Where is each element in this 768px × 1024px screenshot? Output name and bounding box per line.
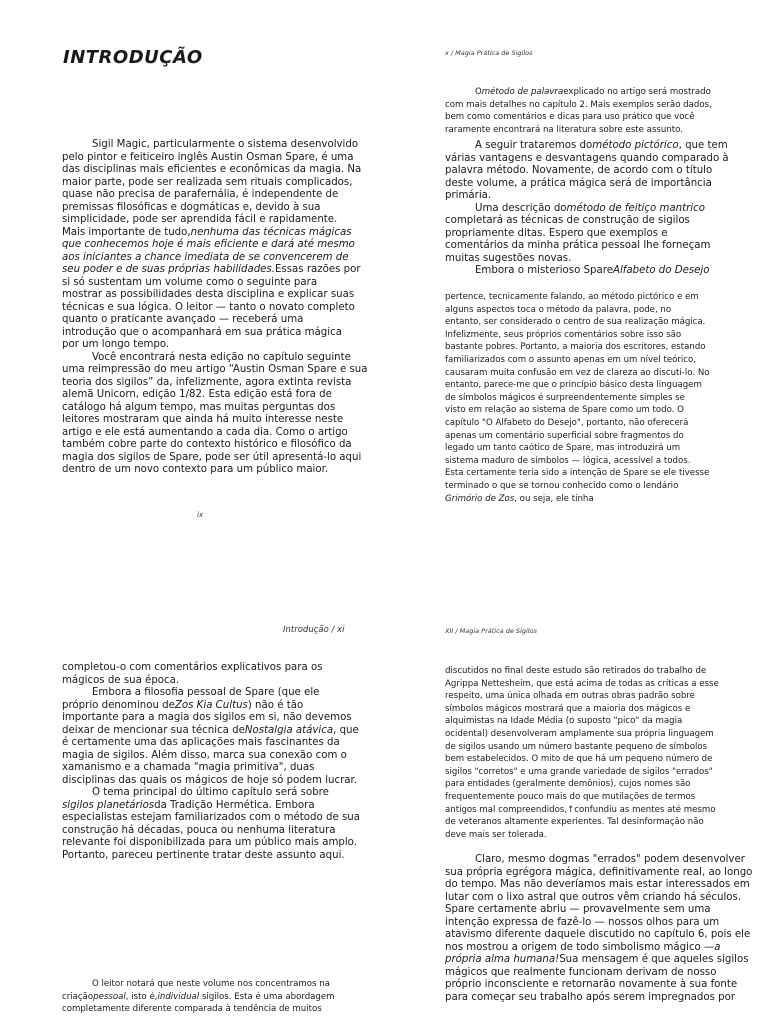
column-bottom-left-individual (62, 978, 335, 1016)
text-line (445, 753, 719, 766)
text-segment: primária. (445, 190, 492, 201)
text-segment: sigilos. Esta é uma abordagem (199, 991, 335, 1002)
italic-phrase: sigilos planetários (62, 799, 155, 811)
text-segment: sistema maduro de símbolos — lógica, acessível a todos. (445, 455, 691, 466)
text-line (62, 675, 360, 688)
italic-phrase: aos iniciantes a chance imediata de se convencerem de (62, 251, 349, 263)
text-segment: ocidental) desenvolveram amplamente sua própria linguagem (445, 728, 714, 739)
text-segment: raramente encontrará na literatura sobre este assunto. (445, 124, 684, 135)
text-segment: várias vantagens e desvantagens quando comparado à (445, 152, 729, 164)
text-segment: especialistas estejam familiarizados com o método de sua (62, 812, 360, 823)
text-segment: Você encontrará nesta edição no capítulo seguinte (92, 351, 351, 363)
text-line (62, 164, 367, 177)
text-line (445, 178, 729, 191)
text-segment: de veteranos altamente experientes. Tal desinformação não (445, 817, 704, 828)
text-line (62, 687, 360, 700)
text-segment: deixar de mencionar sua técnica de (62, 724, 245, 736)
text-segment: Agrippa Nettesheim, que está acima de todas as críticas a esse (445, 678, 719, 689)
text-line (62, 662, 360, 675)
text-segment: si só sustentam um volume como o seguinte para (62, 276, 318, 288)
text-segment: magia dos sigilos de Spare, pode ser útil apresentá-lo aqui (62, 451, 362, 463)
text-segment: , isto é, (125, 991, 158, 1002)
text-line (445, 455, 710, 468)
text-line (445, 904, 752, 917)
text-line (445, 854, 752, 867)
text-line (445, 678, 719, 691)
text-segment: , ou seja, ele tinha (514, 493, 594, 504)
text-segment: deve mais ser tolerada. (445, 829, 547, 840)
text-segment: intenção expressa de fazê-lo — nossos olhos para um (445, 916, 720, 928)
text-segment: quanto o praticante avançado — receberá uma (62, 314, 304, 325)
text-segment: Spare certamente abriu — provavelmente sem uma (445, 904, 711, 915)
text-line (62, 700, 360, 713)
text-line (62, 464, 367, 477)
text-line (445, 804, 719, 817)
page-number: ix (197, 511, 204, 519)
running-header-bottom-right: XII / Magia Prática de Sigilos (445, 627, 537, 635)
text-line (62, 812, 360, 825)
text-line (445, 829, 719, 842)
text-line (62, 414, 367, 427)
text-line (445, 265, 729, 278)
text-segment: Portanto, pareceu pertinente tratar deste assunto aqui. (62, 849, 345, 861)
text-line (62, 452, 367, 465)
column-top-left (62, 139, 367, 477)
text-line (445, 917, 752, 930)
text-segment: sua própria egrégora mágica, definitivamente real, ao longo (445, 866, 753, 878)
text-line (62, 327, 367, 340)
text-segment: sigilos "corretos" e uma grande variedade de sigilos "errados" (445, 766, 713, 777)
text-segment: Esta certamente teria sido a intenção de Spare se ele tivesse (445, 468, 710, 479)
text-segment: pelo pintor e feiticeiro inglês Austin Osman Spare, é uma (62, 151, 354, 163)
text-line (62, 439, 367, 452)
text-line (445, 124, 712, 137)
text-segment: entanto, ser considerado o centro de sua realização mágica. (445, 317, 706, 328)
text-line (445, 392, 710, 405)
text-segment: do tempo. Mas não deveríamos mais estar interessados em (445, 879, 750, 890)
text-line (62, 762, 360, 775)
text-segment: O leitor notará que neste volume nos concentramos na (92, 979, 330, 989)
text-line (62, 775, 360, 788)
text-segment: pertence, tecnicamente falando, ao método pictórico e em (445, 292, 699, 302)
text-segment: por um longo tempo. (62, 339, 170, 350)
text-line (445, 341, 710, 354)
text-line (445, 791, 719, 804)
text-line (62, 139, 367, 152)
italic-phrase: a (714, 941, 721, 953)
italic-phrase: própria alma humana! (445, 954, 560, 965)
text-line (62, 352, 367, 365)
text-segment: discutidos no final deste estudo são retirados do trabalho de (445, 666, 707, 676)
text-segment: simplicidade, pode ser aprendida fácil e rapidamente. (62, 214, 338, 225)
text-line (445, 329, 710, 342)
text-line (445, 816, 719, 829)
text-line (445, 442, 710, 455)
page-title: INTRODUÇÃO (63, 47, 203, 68)
text-line (62, 712, 360, 725)
italic-phrase: seu poder e de suas próprias habilidades. (62, 264, 275, 275)
text-line (445, 892, 752, 905)
text-segment: Essas razões por (274, 264, 361, 275)
text-segment: teoria dos sigilos” da, infelizmente, agora extinta revista (62, 376, 352, 388)
text-segment: respeito, uma única olhada em outras obras padrão sobre (445, 691, 695, 702)
text-segment: mágicos que realmente funcionam derivam de nosso (445, 966, 717, 978)
text-segment: Claro, mesmo dogmas "errados" podem desenvolver (475, 854, 745, 865)
text-segment: de símbolos mágicos é surpreendentemente simples se (445, 392, 685, 403)
text-segment: muitas sugestões novas. (445, 252, 572, 264)
text-segment: alguns aspectos toca o método da palavra, pode, no (445, 304, 672, 315)
text-line (445, 992, 752, 1005)
text-line (62, 189, 367, 202)
text-line (445, 867, 752, 880)
text-segment: próprio denominou de (62, 699, 175, 711)
text-segment: com mais detalhes no capítulo 2. Mais exemplos serão dados, (445, 99, 712, 110)
text-line (62, 402, 367, 415)
italic-phrase: Grimório de Zos (445, 493, 515, 504)
column-top-right-methods (445, 140, 729, 278)
text-line (62, 339, 367, 352)
text-segment: maior parte, pode ser realizada sem rituais complicados, (62, 176, 353, 188)
text-line (62, 302, 367, 315)
text-segment: introdução que o acompanhará em sua prática mágica (62, 326, 342, 338)
italic-phrase: método de feitiço mantrico (566, 202, 705, 214)
text-segment: também cobre parte do contexto histórico e filosófico da (62, 439, 352, 450)
text-segment: para entidades (geralmente demônios), cujos nomes são (445, 779, 691, 790)
text-line (445, 703, 719, 716)
text-segment: relevante foi disponibilizada para um público mais amplo. (62, 837, 357, 848)
text-segment: premissas filosóficas e dogmáticas e, devido à sua (62, 201, 321, 213)
column-top-right-intro (445, 86, 712, 136)
text-segment: uma reimpressão do meu artigo “Austin Osman Spare e sua (62, 364, 368, 375)
text-line (445, 304, 710, 317)
column-top-right-alphabet (445, 291, 710, 505)
text-segment: bem como comentários e dicas para uso prático que você (445, 112, 695, 123)
text-line (62, 289, 367, 302)
text-segment: , que tem (678, 140, 728, 151)
text-line (445, 954, 752, 967)
italic-phrase: método pictórico (592, 140, 679, 151)
text-segment: leitores mostraram que ainda há muito interesse neste (62, 414, 344, 425)
text-segment: visto em relação ao sistema de Spare como um todo. O (445, 405, 684, 416)
text-segment: deste volume, a prática mágica será de importância (445, 177, 712, 189)
text-line (62, 978, 335, 991)
text-segment: alquimistas na Idade Média (o suposto "pico" da magia (445, 716, 683, 727)
text-line (445, 728, 719, 741)
running-header-top-right: x / Magia Prática de Sigilos (445, 49, 533, 57)
text-line (62, 991, 335, 1004)
text-segment: completará as técnicas de construção de sigilos (445, 215, 690, 226)
text-line (445, 228, 729, 241)
running-header-bottom-left: Introdução / xi (283, 625, 345, 635)
text-segment: lutar com o lixo astral que outros vêm criando há séculos. (445, 891, 742, 903)
text-segment: Infelizmente, seus próprios comentários sobre isso são (445, 329, 682, 340)
text-line (445, 203, 729, 216)
text-segment: , que (333, 724, 359, 736)
column-bottom-right-egregora (445, 854, 752, 1004)
text-line (62, 314, 367, 327)
italic-phrase: Zos Kia Cultus (174, 699, 248, 711)
text-segment: dentro de um novo contexto para um público maior. (62, 464, 329, 475)
text-segment: palavra método. Novamente, de acordo com o título (445, 165, 713, 176)
text-segment: antigos mal compreendidos,↑confundiu as mentes até mesmo (445, 804, 716, 815)
text-line (445, 86, 712, 99)
text-line (445, 430, 710, 443)
text-line (445, 99, 712, 112)
text-segment: propriamente ditas. Espero que exemplos e (445, 227, 668, 239)
text-segment: mágicos de sua época. (62, 674, 180, 686)
text-line (62, 214, 367, 227)
text-segment: da Tradição Hermética. Embora (154, 799, 315, 811)
text-line (445, 715, 719, 728)
text-segment: O tema principal do último capítulo será sobre (92, 787, 329, 798)
text-line (62, 1003, 335, 1016)
text-segment: xamanismo e a chamada "magia primitiva", duas (62, 762, 315, 773)
text-segment: catálogo há algum tempo, mas muitas perguntas dos (62, 401, 336, 413)
text-segment: símbolos mágicos mostrará que a maioria dos mágicos e (445, 703, 691, 714)
text-segment: frequentemente pouco mais do que mutilações de termos (445, 791, 696, 802)
text-line (62, 202, 367, 215)
italic-phrase: método de palavra (481, 87, 564, 97)
text-line (445, 467, 710, 480)
text-segment: explicado no artigo será mostrado (563, 87, 711, 97)
text-segment: artigo e ele está aumentando a cada dia. Como o artigo (62, 426, 348, 438)
text-line (445, 929, 752, 942)
text-line (62, 377, 367, 390)
text-segment: completamente diferente comparada à tendência de muitos (62, 1004, 322, 1015)
text-line (62, 177, 367, 190)
text-line (445, 111, 712, 124)
text-segment: atavismo diferente daquele discutido no capítulo 6, pois ele (445, 929, 751, 940)
text-line (445, 165, 729, 178)
text-line (62, 787, 360, 800)
text-segment: entanto, parece-me que o princípio básico desta linguagem (445, 380, 702, 391)
text-line (445, 417, 710, 430)
text-line (62, 750, 360, 763)
text-segment: mostrar as possibilidades desta disciplina e explicar suas (62, 289, 355, 300)
text-line (445, 766, 719, 779)
text-line (445, 967, 752, 980)
text-line (445, 879, 752, 892)
text-segment: completou-o com comentários explicativos para os (62, 662, 323, 673)
text-segment: terminado o que se tornou conhecido como o lendário (445, 480, 679, 491)
text-line (445, 665, 719, 678)
text-line (445, 291, 710, 304)
text-line (62, 364, 367, 377)
text-line (445, 404, 710, 417)
text-line (62, 252, 367, 265)
text-line (445, 316, 710, 329)
italic-phrase: Alfabeto do Desejo (612, 265, 710, 276)
column-bottom-left (62, 662, 360, 862)
text-segment: Mais importante de tudo, (62, 226, 191, 238)
text-segment: legado um tanto caótico de Spare, mas introduzirá um (445, 443, 681, 454)
text-segment: familiarizados com o assunto apenas em um nível teórico, (445, 354, 697, 365)
text-line (445, 140, 729, 153)
text-line (445, 379, 710, 392)
text-segment: criação (62, 991, 94, 1002)
italic-phrase: Nostalgia atávica (244, 724, 334, 736)
text-segment: O (475, 87, 482, 97)
text-line (445, 493, 710, 506)
text-line (62, 277, 367, 290)
italic-phrase: pessoal (93, 991, 126, 1002)
text-segment: ) não é tão (247, 699, 304, 711)
text-line (445, 942, 752, 955)
text-line (62, 227, 367, 240)
text-segment: Sigil Magic, particularmente o sistema desenvolvido (92, 139, 359, 150)
text-line (445, 240, 729, 253)
text-line (445, 741, 719, 754)
italic-phrase: nenhuma das técnicas mágicas (190, 226, 352, 238)
text-line (445, 153, 729, 166)
column-bottom-right-agrippa (445, 665, 719, 841)
text-line (445, 979, 752, 992)
text-segment: A seguir trataremos do (475, 140, 593, 151)
text-segment: disciplinas das quais os mágicos de hoje só podem lucrar. (62, 774, 358, 786)
text-segment: apenas um comentário superficial sobre fragmentos do (445, 430, 684, 441)
text-segment: construção há décadas, pouca ou nenhuma literatura (62, 824, 336, 836)
text-segment: nos mostrou a origem de todo simbolismo mágico — (445, 941, 715, 953)
text-line (62, 800, 360, 813)
text-segment: é certamente uma das aplicações mais fascinantes da (62, 737, 340, 748)
text-segment: para começar seu trabalho após serem impregnados por (445, 991, 736, 1003)
text-segment: Sua mensagem é que aqueles sigilos (559, 954, 749, 965)
text-segment: Uma descrição do (475, 202, 567, 214)
text-line (62, 239, 367, 252)
text-segment: quase não precisa de parafernália, é independente de (62, 189, 339, 200)
text-segment: bastante pobres. Portanto, a maioria dos escritores, estando (445, 342, 706, 353)
text-segment: das disciplinas mais eficientes e econômicas da magia. Na (62, 164, 362, 175)
text-segment: técnicas e sua lógica. O leitor — tanto o novato completo (62, 301, 355, 313)
italic-phrase: individual (157, 991, 200, 1002)
text-segment: Embora o misterioso Spare (475, 265, 613, 276)
text-segment: bem estabelecidos. O mito de que há um pequeno número de (445, 754, 713, 765)
text-segment: Embora a filosofia pessoal de Spare (que ele (92, 687, 320, 698)
text-line (62, 725, 360, 738)
text-line (62, 837, 360, 850)
text-segment: comentários da minha prática pessoal lhe forneçam (445, 240, 711, 251)
text-line (445, 253, 729, 266)
text-line (445, 367, 710, 380)
text-line (445, 190, 729, 203)
text-line (445, 354, 710, 367)
text-line (445, 690, 719, 703)
text-line (62, 737, 360, 750)
text-segment: importante para a magia dos sigilos em si, não devemos (62, 712, 352, 723)
text-line (62, 825, 360, 838)
text-line (445, 480, 710, 493)
text-line (62, 427, 367, 440)
text-segment: alemã Unicorn, edição 1/82. Esta edição está fora de (62, 389, 332, 400)
text-segment: causaram muita confusão em vez de clareza ao discuti-lo. No (445, 367, 710, 378)
text-segment: capítulo "O Alfabeto do Desejo", portanto, não oferecerá (445, 417, 689, 428)
text-line (445, 778, 719, 791)
text-line (62, 152, 367, 165)
text-segment: de sigilos usando um número bastante pequeno de símbolos (445, 741, 708, 752)
text-line (62, 850, 360, 863)
text-segment: próprio inconsciente e retornarão novamente à sua fonte (445, 979, 738, 990)
text-line (62, 264, 367, 277)
text-line (62, 389, 367, 402)
italic-phrase: que conhecemos hoje é mais eficiente e dará até mesmo (62, 239, 355, 250)
text-segment: magia de sigilos. Além disso, marca sua conexão com o (62, 749, 347, 761)
text-line (445, 215, 729, 228)
